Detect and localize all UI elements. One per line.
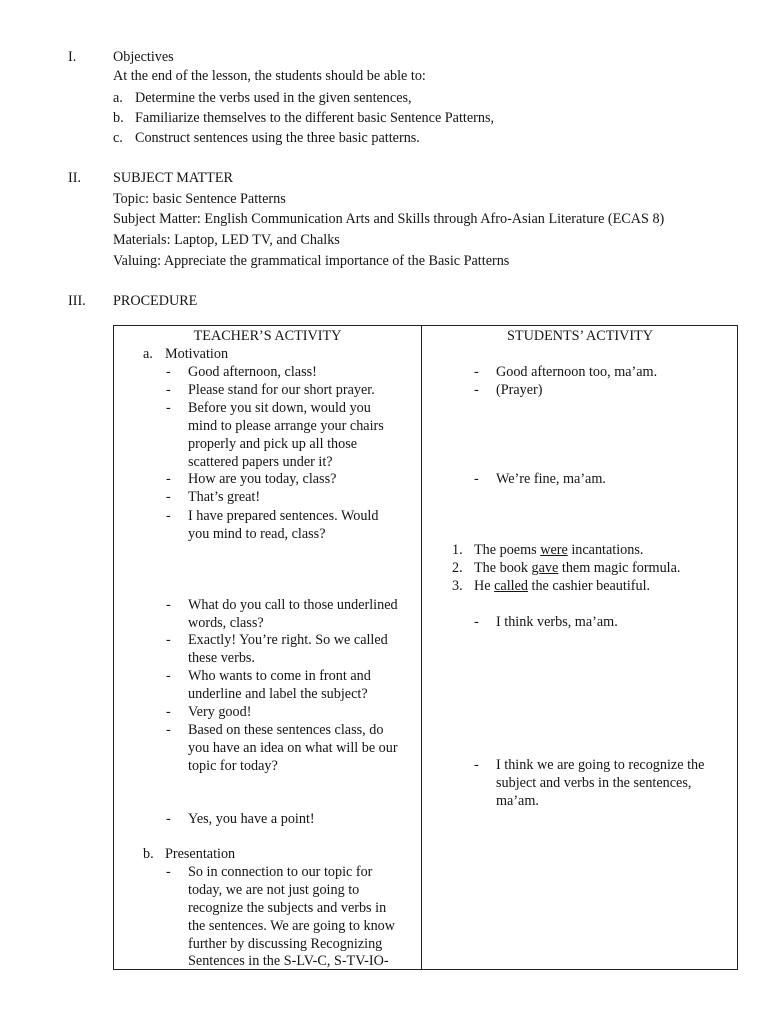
teacher-activity-header: TEACHER’S ACTIVITY xyxy=(193,328,342,344)
topic-line: Topic: basic Sentence Patterns xyxy=(113,191,286,207)
section-1-numeral: I. xyxy=(68,49,77,65)
underlined-verb: gave xyxy=(531,560,559,576)
objectives-intro: At the end of the lesson, the students should be able to: xyxy=(113,68,426,84)
section-1-title: Objectives xyxy=(113,49,174,65)
example-sentence: 2. The book gave them magic formula. xyxy=(452,560,681,576)
students-activity-header: STUDENTS’ ACTIVITY xyxy=(507,328,653,344)
section-3-title: PROCEDURE xyxy=(113,293,198,309)
example-sentence: 1. The poems were incantations. xyxy=(452,542,644,558)
procedure-table: TEACHER’S ACTIVITY STUDENTS’ ACTIVITY a. Motivation - Good afternoon, class! - Please stand for our short prayer. - Before you sit down, would you mind to please arrange your chairs properly and pick up all those scattered papers under it? - How are you today, class? - That’s great! - I have prepared sentences. Would you mind to read, class? - What do you call to those underlined words, class? - Exactly! You’re right. So we called these verbs. - Who wants to come in front and underline and label the subject? - Very good! - Based on these sentences class, do you have an idea on what will be our topic for today? - Yes, you have a point! b. Presentation - So in connection to our topic for today, we are not just going to recognize the subjects and verbs in the sentences. We are going to know further by discussing Recognizing Sentences in the S-LV-C, S-TV-IO- - Good afternoon too, ma’am. - (Prayer) - We’re fine, ma’am. 1. The poems were incantations. 2. The book gave them magic formula. 3. He called the cashier beautiful. - I think verbs, ma’am. - I think we are going to recognize the subject and verbs in the sentences, ma’am. xyxy=(113,325,738,970)
materials-line: Materials: Laptop, LED TV, and Chalks xyxy=(113,232,340,248)
presentation-heading: b. Presentation xyxy=(143,846,236,862)
objective-item: a. Determine the verbs used in the given sentences, xyxy=(113,90,412,106)
underlined-verb: called xyxy=(494,578,528,594)
column-divider xyxy=(421,326,422,969)
subject-matter-line: Subject Matter: English Communication Arts and Skills through Afro-Asian Literature (ECAS 8) xyxy=(113,211,665,227)
valuing-line: Valuing: Appreciate the grammatical importance of the Basic Patterns xyxy=(113,253,510,269)
motivation-heading: a. Motivation xyxy=(143,346,229,362)
objective-item: c. Construct sentences using the three basic patterns. xyxy=(113,130,420,146)
underlined-verb: were xyxy=(540,542,568,558)
section-2-numeral: II. xyxy=(68,170,81,186)
objective-item: b. Familiarize themselves to the different basic Sentence Patterns, xyxy=(113,110,495,126)
example-sentence: 3. He called the cashier beautiful. xyxy=(452,578,651,594)
section-3-numeral: III. xyxy=(68,293,86,309)
section-2-title: SUBJECT MATTER xyxy=(113,170,233,186)
